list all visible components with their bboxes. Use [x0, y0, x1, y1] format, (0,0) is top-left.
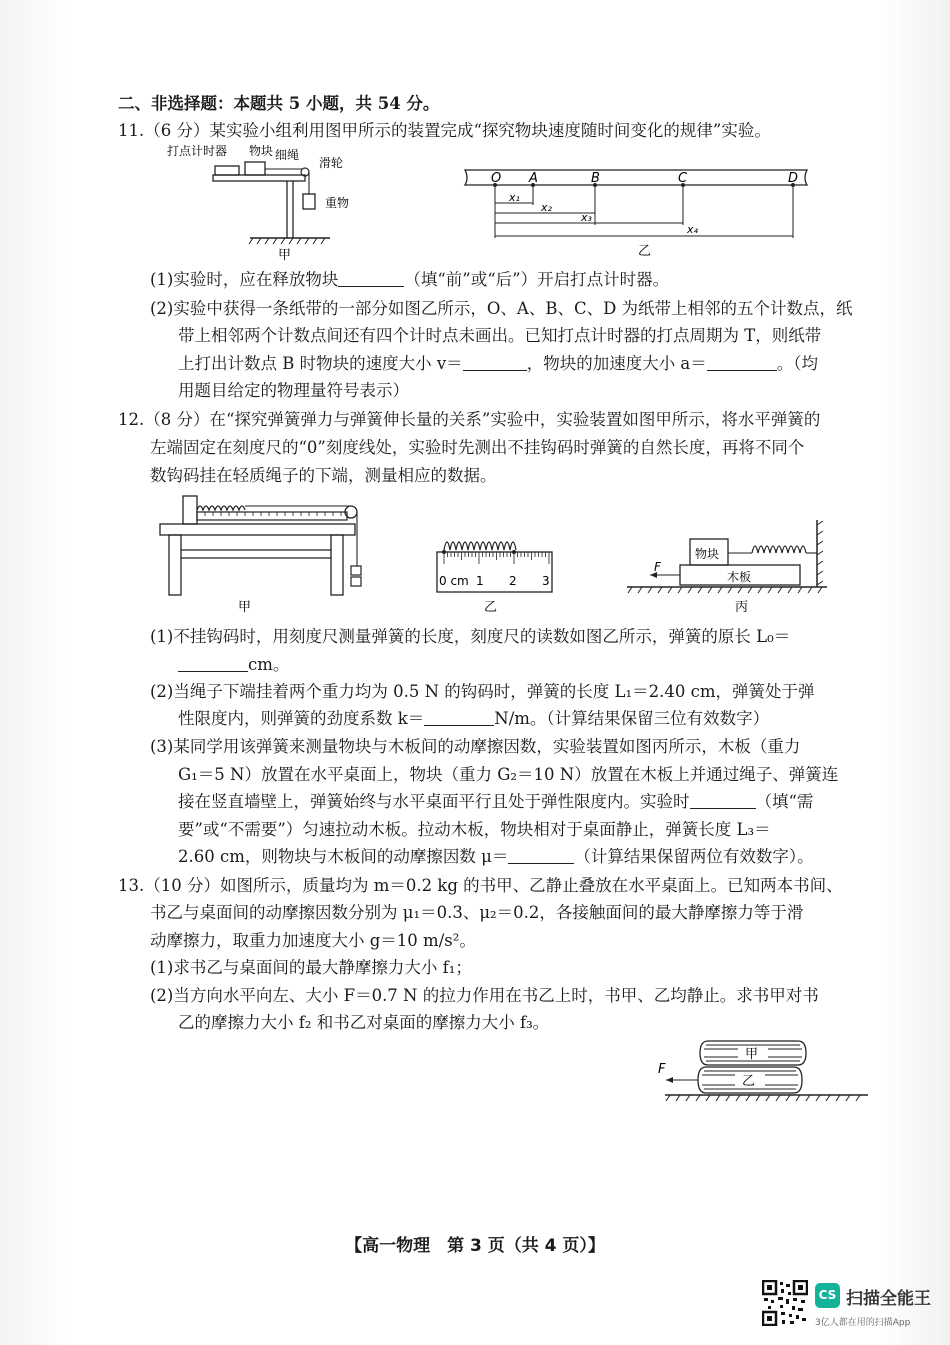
camscanner-logo-icon: CS	[815, 1283, 840, 1308]
q11-part2-line1: (2)实验中获得一条纸带的一部分如图乙所示，O、A、B、C、D 为纸带上相邻的五个计数点，纸	[150, 299, 853, 318]
q12-figure-jia	[155, 488, 380, 618]
q13-part1: (1)求书乙与桌面间的最大静摩擦力大小 f₁；	[150, 958, 472, 977]
ruler-label-1: 1	[476, 574, 484, 588]
q12-figure-yi	[432, 530, 557, 620]
dim-x3: x₃	[581, 211, 592, 224]
q11-part1: (1)实验时，应在释放物块 （填“前”或“后”）开启打点计时器。	[150, 270, 670, 289]
point-d: D	[788, 171, 799, 186]
camscanner-name: 扫描全能王	[846, 1289, 931, 1309]
blank-q11-a[interactable]	[707, 354, 777, 371]
label-bing-board: 木板	[727, 570, 752, 584]
q13-stem-line2: 书乙与桌面间的动摩擦因数分别为 μ₁＝0.3、μ₂＝0.2，各接触面间的最大静摩擦力等于滑	[150, 903, 804, 922]
caption-12-bing: 丙	[735, 600, 749, 615]
q12-part1-line2: cm。	[178, 655, 289, 675]
q12-part3-line4: 要”或“不需要”）匀速拉动木板。拉动木板，物块相对于桌面静止，弹簧长度 L₃＝	[178, 820, 771, 839]
point-c: C	[678, 171, 688, 186]
blank-q12-k[interactable]	[424, 709, 494, 726]
caption-jia: 甲	[278, 248, 292, 263]
dim-x1: x₁	[509, 191, 520, 204]
q12-part3-line5: 2.60 cm，则物块与木板间的动摩擦因数 μ＝ （计算结果保留两位有效数字）。	[178, 847, 814, 866]
caption-yi: 乙	[638, 244, 652, 259]
label-string: 细绳	[275, 148, 300, 162]
q11-figure-jia	[165, 138, 385, 263]
book-jia-label: 甲	[745, 1047, 759, 1062]
section-header: 二、非选择题：本题共 5 小题，共 54 分。	[118, 94, 440, 113]
ruler-label-2: 2	[509, 574, 517, 588]
point-o: O	[491, 171, 502, 186]
q12-stem-line2: 左端固定在刻度尺的“0”刻度线处，实验时先测出不挂钩码时弹簧的自然长度，再将不同个	[150, 438, 805, 457]
blank-q12-L0[interactable]	[178, 655, 248, 672]
q13-stem-line3: 动摩擦力，取重力加速度大小 g＝10 m/s²。	[150, 931, 476, 950]
q12-part3-line1: (3)某同学用该弹簧来测量物块与木板间的动摩擦因数，实验装置如图丙所示，木板（重力	[150, 737, 801, 756]
q12-figure-bing	[622, 515, 832, 620]
qr-code-icon	[762, 1280, 808, 1326]
label-pulley: 滑轮	[319, 156, 344, 170]
label-bing-force: F	[654, 560, 661, 574]
camscanner-tagline: 3亿人都在用的扫描App	[815, 1318, 911, 1328]
label-timer: 打点计时器	[167, 144, 228, 158]
dim-x4: x₄	[687, 223, 698, 236]
dim-x2: x₂	[541, 201, 552, 214]
point-a: A	[529, 171, 538, 186]
caption-12-yi: 乙	[484, 600, 498, 615]
blank-q11-v[interactable]	[463, 354, 527, 371]
ruler-label-0: 0 cm	[439, 574, 469, 588]
label-bing-block: 物块	[695, 547, 720, 561]
q12-part2-line1: (2)当绳子下端挂着两个重力均为 0.5 N 的钩码时，弹簧的长度 L₁＝2.40 cm，弹簧处于弹	[150, 682, 815, 701]
blank-q12-mu[interactable]	[508, 847, 574, 864]
q11-figure-yi	[455, 160, 825, 260]
q12-stem-line3: 数钩码挂在轻质绳子的下端，测量相应的数据。	[150, 466, 497, 485]
q12-part2-line2: 性限度内，则弹簧的劲度系数 k＝ N/m。（计算结果保留三位有效数字）	[178, 709, 770, 728]
blank-q12-need[interactable]	[690, 792, 756, 809]
q13-figure-books	[650, 1035, 875, 1115]
label-weight: 重物	[325, 196, 350, 210]
caption-12-jia: 甲	[238, 600, 252, 615]
q11-part2-line3: 上打出计数点 B 时物块的速度大小 v＝ ，物块的加速度大小 a＝ 。（均	[178, 354, 819, 373]
ruler-label-3: 3	[542, 574, 550, 588]
q13-stem-line1: 13.（10 分）如图所示，质量均为 m＝0.2 kg 的书甲、乙静止叠放在水平桌面上。已知两本书间、	[118, 876, 843, 895]
q11-part2-line4: 用题目给定的物理量符号表示）	[178, 381, 409, 400]
book-yi-label: 乙	[742, 1074, 756, 1089]
force-f-label: F	[658, 1062, 666, 1077]
q13-part2-line2: 乙的摩擦力大小 f₂ 和书乙对桌面的摩擦力大小 f₃。	[178, 1013, 550, 1032]
q11-part2-line2: 带上相邻两个计数点间还有四个计时点未画出。已知打点计时器的打点周期为 T，则纸带	[178, 326, 822, 345]
page-footer: 【高一物理 第 3 页（共 4 页）】	[345, 1236, 605, 1256]
label-block: 物块	[249, 144, 274, 158]
q12-part1-line1: (1)不挂钩码时，用刻度尺测量弹簧的长度，刻度尺的读数如图乙所示，弹簧的原长 L₀＝	[150, 627, 791, 646]
q12-stem-line1: 12.（8 分）在“探究弹簧弹力与弹簧伸长量的关系”实验中，实验装置如图甲所示，将水平弹簧的	[118, 410, 821, 429]
q11-stem: 11.（6 分）某实验小组利用图甲所示的装置完成“探究物块速度随时间变化的规律”实验。	[118, 121, 771, 140]
q13-part2-line1: (2)当方向水平向左、大小 F＝0.7 N 的拉力作用在书乙上时，书甲、乙均静止。求书甲对书	[150, 986, 819, 1005]
blank-q11-1[interactable]	[338, 270, 404, 287]
q12-part3-line2: G₁＝5 N）放置在水平桌面上，物块（重力 G₂＝10 N）放置在木板上并通过绳子、弹簧连	[178, 765, 839, 784]
point-b: B	[591, 171, 600, 186]
q12-part3-line3: 接在竖直墙壁上，弹簧始终与水平桌面平行且处于弹性限度内。实验时 （填“需	[178, 792, 814, 811]
